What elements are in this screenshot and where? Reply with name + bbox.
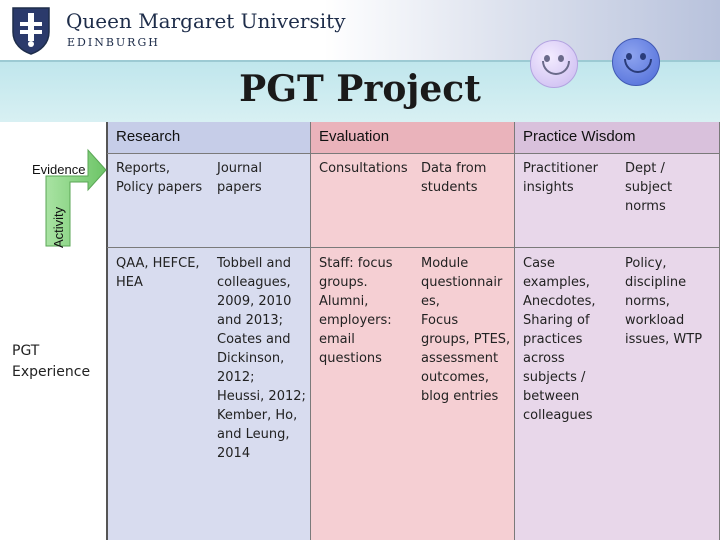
table-cell: Practitioner insights <box>523 161 599 195</box>
table-cell: Consultations <box>319 161 408 176</box>
table-cell: Journal papers <box>217 161 262 195</box>
column-divider <box>310 122 311 540</box>
activity-label <box>49 176 69 250</box>
university-location: EDINBURGH <box>67 36 160 49</box>
header-row-divider <box>107 153 720 154</box>
pgt-experience-label: PGT Experience <box>12 343 91 380</box>
table-cell: QAA, HEFCE, HEA <box>116 256 200 290</box>
activity-label-text: Activity <box>51 206 66 248</box>
column-header-practice-wisdom: Practice Wisdom <box>523 128 636 145</box>
column-header-research: Research <box>116 128 181 145</box>
column-divider <box>514 122 515 540</box>
table-cell: Policy, discipline norms, workload issues, WTP <box>625 256 703 347</box>
table-cell: Case examples, Anecdotes, Sharing of practices across subjects / between colleagues <box>523 256 596 423</box>
table-cell: Data from students <box>421 161 487 195</box>
university-name: Queen Margaret University <box>66 9 346 33</box>
column-header-evaluation: Evaluation <box>319 128 390 145</box>
header-bar <box>0 0 720 60</box>
row-divider <box>107 247 720 248</box>
page-title: PGT Project <box>239 68 481 110</box>
table-cell: Tobbell and colleagues, 2009, 2010 and 2013; Coates and Dickinson, 2012; Heussi, 2012; Kember, Ho, and Leung, 2014 <box>217 256 306 461</box>
evidence-label: Evidence <box>32 162 86 177</box>
table-cell: Reports, Policy papers <box>116 161 203 195</box>
university-crest-icon <box>10 4 52 56</box>
table-cell: Dept / subject norms <box>625 161 673 214</box>
table-cell: Staff: focus groups. Alumni, employers: email questions <box>319 256 393 366</box>
table-cell: Module questionnair es, Focus groups, PTES, assessment outcomes, blog entries <box>421 256 511 404</box>
